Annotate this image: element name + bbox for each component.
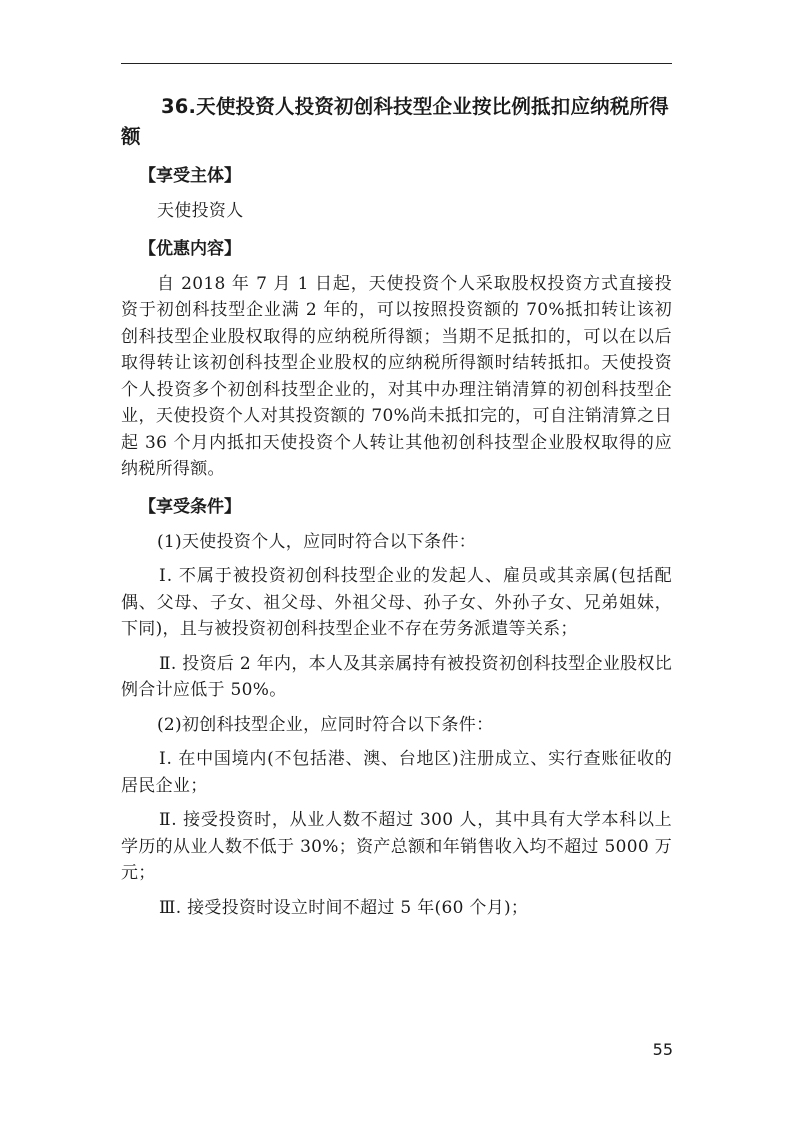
conditions-intro-enterprise: (2)初创科技型企业，应同时符合以下条件： xyxy=(157,714,494,735)
condition-investor-1: Ⅰ. 不属于被投资初创科技型企业的发起人、雇员或其亲属(包括配偶、父母、子女、祖父母、外祖父母、孙子女、外孙子女、兄弟姐妹，下同)，且与被投资初创科技型企业不存在劳务派遣等关系； xyxy=(121,566,672,639)
document-title: 36.天使投资人投资初创科技型企业按比例抵扣应纳税所得额 xyxy=(121,95,669,148)
conditions-intro-investor: (1)天使投资个人，应同时符合以下条件： xyxy=(157,531,477,552)
page-number: 55 xyxy=(652,1040,673,1059)
conditions-heading: 【享受条件】 xyxy=(139,496,241,517)
header-rule xyxy=(121,63,672,64)
content-text: 自 2018 年 7 月 1 日起，天使投资个人采取股权投资方式直接投资于初创科技型企业满 2 年的，可以按照投资额的 70%抵扣转让该初创科技型企业股权取得的应纳税所得额；当期不足抵扣的，可以在以后取得转让该初创科技型企业股权的应纳税所得额时结转抵扣。天使投资个人投资多个初创科技型企业的，对其中办理注销清算的初创科技型企业，天使投资个人对其投资额的 70%尚未抵扣完的，可自注销清算之日起 36 个月内抵扣天使投资个人转让其他初创科技型企业股权取得的应纳税所得额。 xyxy=(121,273,672,479)
condition-enterprise-1: Ⅰ. 在中国境内(不包括港、澳、台地区)注册成立、实行查账征收的居民企业； xyxy=(121,749,672,796)
subject-heading: 【享受主体】 xyxy=(139,166,241,186)
subject-text: 天使投资人 xyxy=(157,201,244,221)
condition-enterprise-3: Ⅲ. 接受投资时设立时间不超过 5 年(60 个月)； xyxy=(159,897,529,918)
condition-enterprise-2: Ⅱ. 接受投资时，从业人数不超过 300 人，其中具有大学本科以上学历的从业人数不低于 30%；资产总额和年销售收入均不超过 5000 万元； xyxy=(121,810,672,883)
content-heading: 【优惠内容】 xyxy=(139,238,241,259)
condition-investor-2: Ⅱ. 投资后 2 年内，本人及其亲属持有被投资初创科技型企业股权比例合计应低于 50%。 xyxy=(121,653,672,700)
document-body xyxy=(121,92,672,921)
